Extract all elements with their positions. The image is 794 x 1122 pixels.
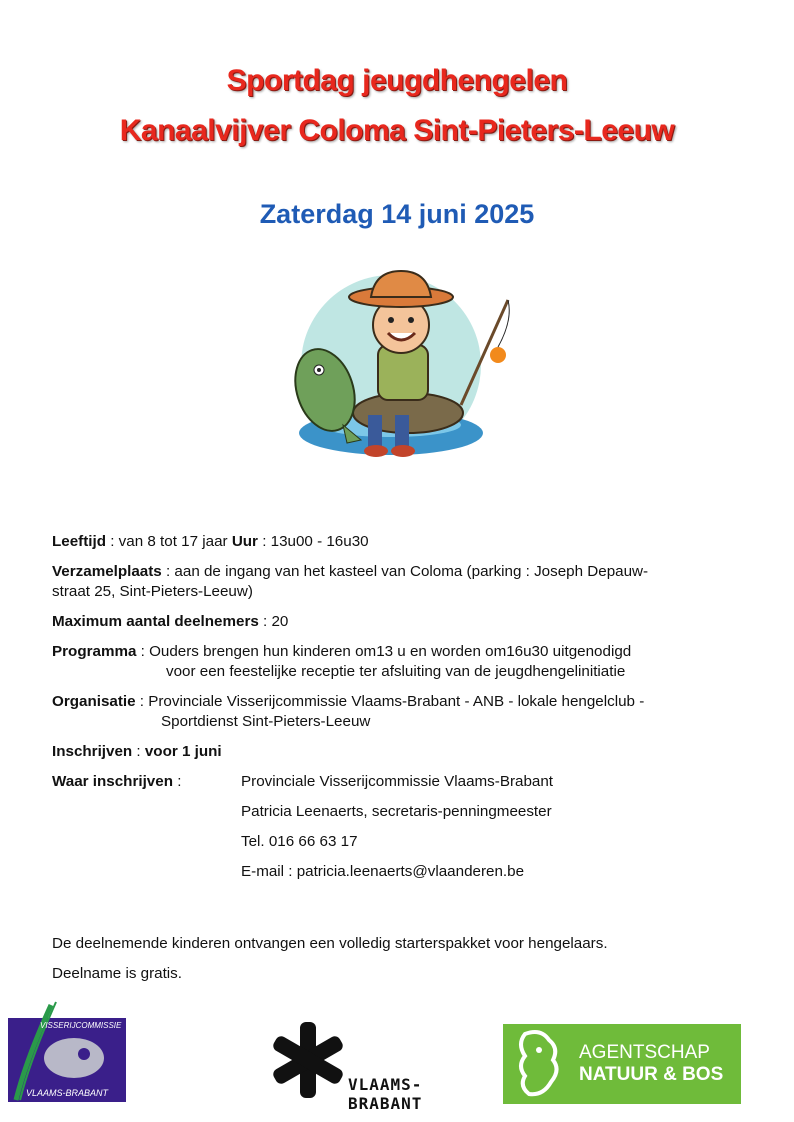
max-participants-row: [52, 612, 752, 632]
fishing-boy-illustration: [283, 265, 523, 475]
org-value: : Provinciale Visserijcommissie Vlaams-Brabant - ANB - lokale hengelclub -: [135, 693, 645, 710]
registration-row: [52, 742, 752, 762]
time-value: : 13u00 - 16u30: [257, 533, 369, 550]
contact-row-4: [52, 862, 752, 882]
anb-logo: [503, 1024, 741, 1104]
where-sep: :: [172, 773, 182, 790]
contact-line-1: Provinciale Visserijcommissie Vlaams-Brabant: [241, 773, 554, 790]
contact-row-2: [52, 802, 752, 822]
org-label: Organisatie: [52, 693, 136, 710]
vlaams-brabant-logo: [270, 1020, 440, 1120]
anb-line-1: AGENTSCHAP: [579, 1042, 710, 1063]
organisation-row: [52, 692, 752, 732]
where-register-row: [52, 772, 752, 792]
lion-icon: [511, 1026, 571, 1102]
contact-phone: Tel. 016 66 63 17: [241, 833, 358, 850]
event-info: [52, 532, 752, 892]
logo2-line-2: BRABANT: [348, 1094, 423, 1113]
reg-value: voor 1 juni: [144, 743, 222, 760]
reg-sep: :: [132, 743, 145, 760]
vlaams-brabant-text: [348, 1075, 422, 1113]
event-date: Zaterdag 14 juni 2025: [259, 199, 535, 229]
program-row: [52, 642, 752, 682]
logo2-line-1: VLAAMS-: [348, 1075, 423, 1094]
meeting-point-row: [52, 562, 752, 602]
logo1-top-text: VISSERIJCOMMISSIE: [40, 1021, 122, 1030]
meeting-label: Verzamelplaats: [52, 563, 162, 580]
program-value: : Ouders brengen hun kinderen om13 u en worden om16u30 uitgenodigd: [136, 643, 632, 660]
contact-email: E-mail : patricia.leenaerts@vlaanderen.be: [241, 863, 525, 880]
max-label: Maximum aantal deelnemers: [52, 613, 259, 630]
contact-line-2: Patricia Leenaerts, secretaris-penningmeester: [241, 803, 552, 820]
anb-line-2: NATUUR & BOS: [579, 1064, 724, 1085]
title-line-1: Sportdag jeugdhengelen: [226, 64, 568, 97]
org-value-2: Sportdienst Sint-Pieters-Leeuw: [161, 713, 371, 730]
title-line-2: Kanaalvijver Coloma Sint-Pieters-Leeuw: [119, 114, 675, 147]
logo1-bottom-text: VLAAMS-BRABANT: [26, 1088, 109, 1098]
max-value: : 20: [258, 613, 289, 630]
starter-kit-note: De deelnemende kinderen ontvangen een volledig starterspakket voor hengelaars.: [52, 935, 608, 952]
free-note: Deelname is gratis.: [52, 965, 182, 982]
asterisk-icon: [270, 1020, 350, 1100]
footer-text: [52, 934, 608, 994]
program-label: Programma: [52, 643, 137, 660]
where-label: Waar inschrijven: [52, 773, 173, 790]
time-label: Uur: [231, 533, 258, 550]
program-value-2: voor een feestelijke receptie ter afsluiting van de jeugdhengelinitiatie: [166, 663, 626, 680]
contact-row-3: [52, 832, 752, 852]
reg-label: Inschrijven: [52, 743, 133, 760]
meeting-value: : aan de ingang van het kasteel van Coloma (parking : Joseph Depauw-: [161, 563, 649, 580]
meeting-value-2: straat 25, Sint-Pieters-Leeuw): [52, 583, 253, 600]
visserijcommissie-logo: [6, 1000, 128, 1120]
age-value: : van 8 tot 17 jaar: [106, 533, 232, 550]
age-label: Leeftijd: [52, 533, 107, 550]
age-time-row: [52, 532, 752, 552]
